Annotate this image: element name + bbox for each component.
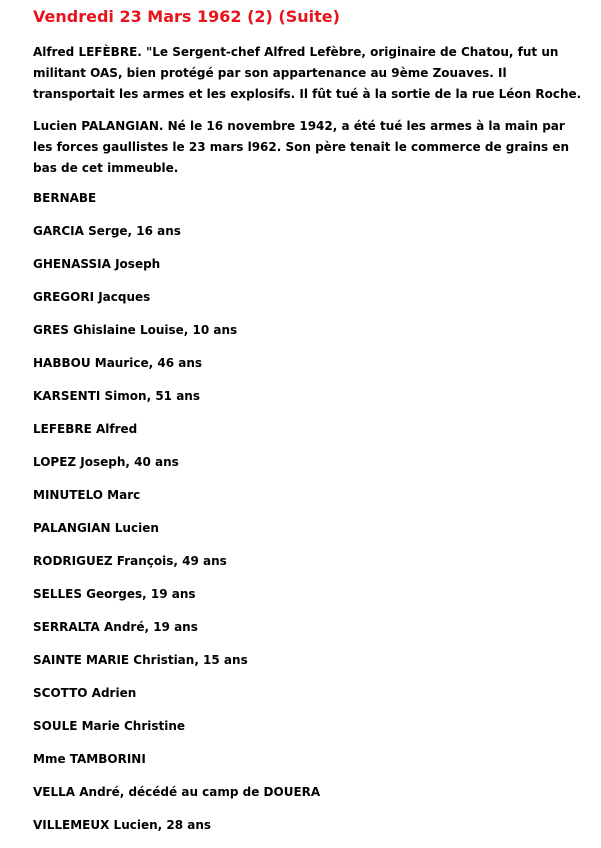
- list-item: SELLES Georges, 19 ans: [33, 587, 196, 601]
- list-item: GRES Ghislaine Louise, 10 ans: [33, 323, 238, 337]
- list-item: VILLEMEUX Lucien, 28 ans: [33, 818, 212, 832]
- list-item: GREGORI Jacques: [33, 290, 151, 304]
- list-item: MINUTELO Marc: [33, 488, 141, 502]
- list-item: HABBOU Maurice, 46 ans: [33, 356, 203, 370]
- list-item: GHENASSIA Joseph: [33, 257, 161, 271]
- list-item: LEFEBRE Alfred: [33, 422, 138, 436]
- page-title: Vendredi 23 Mars 1962 (2) (Suite): [33, 7, 340, 26]
- list-item: SAINTE MARIE Christian, 15 ans: [33, 653, 248, 667]
- list-item: SERRALTA André, 19 ans: [33, 620, 198, 634]
- list-item: LOPEZ Joseph, 40 ans: [33, 455, 179, 469]
- list-item: SCOTTO Adrien: [33, 686, 137, 700]
- paragraph-palangian: Lucien PALANGIAN. Né le 16 novembre 1942, a été tué les armes à la main par les forces gaullistes le 23 mars l962. Son père tenait le commerce de grains en bas de cet immeuble.: [33, 119, 570, 175]
- list-item: BERNABE: [33, 191, 97, 205]
- list-item: KARSENTI Simon, 51 ans: [33, 389, 200, 403]
- list-item: RODRIGUEZ François, 49 ans: [33, 554, 227, 568]
- victims-list: [33, 188, 320, 848]
- list-item: PALANGIAN Lucien: [33, 521, 159, 535]
- list-item: VELLA André, décédé au camp de DOUERA: [33, 785, 321, 799]
- list-item: GARCIA Serge, 16 ans: [33, 224, 181, 238]
- list-item: Mme TAMBORINI: [33, 752, 146, 766]
- paragraph-lefebre: Alfred LEFÈBRE. "Le Sergent-chef Alfred Lefèbre, originaire de Chatou, fut un militant OAS, bien protégé par son appartenance au 9ème Zouaves. Il transportait les armes et les explosifs. Il fût tué à la sortie de la rue Léon Roche.: [33, 45, 582, 101]
- list-item: SOULE Marie Christine: [33, 719, 186, 733]
